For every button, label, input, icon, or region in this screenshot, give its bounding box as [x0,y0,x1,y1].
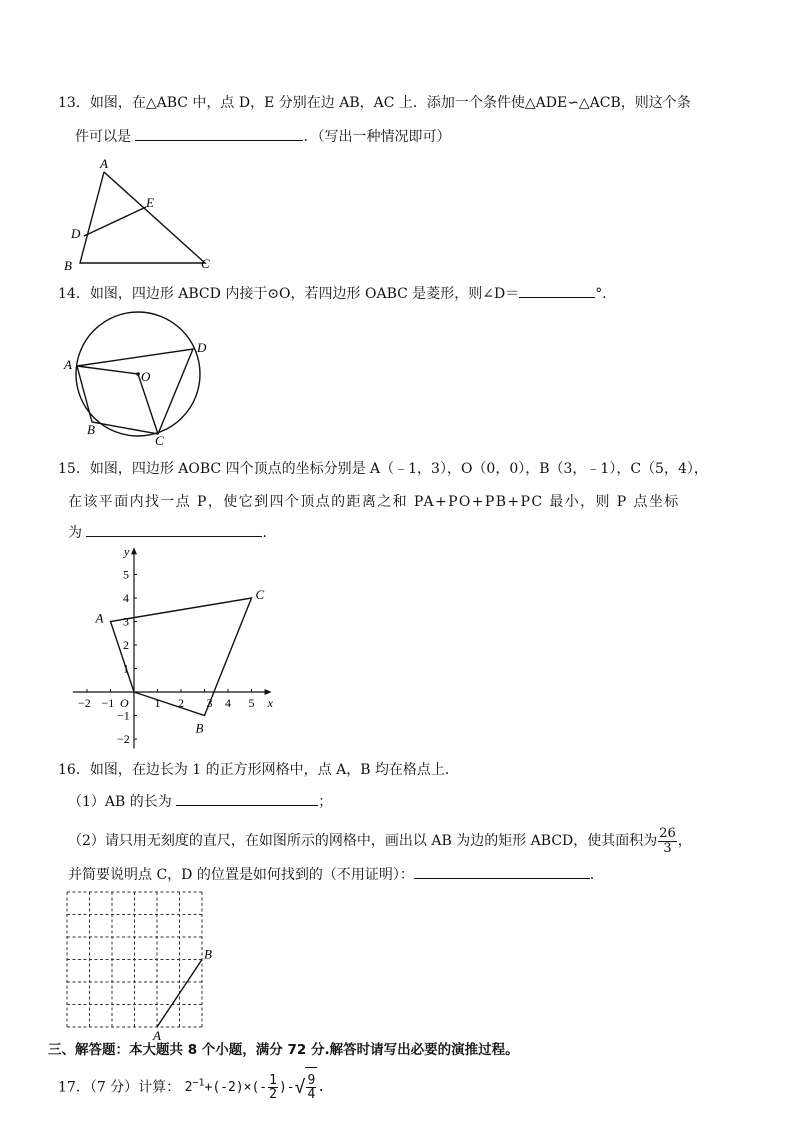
q16-part1-line [68,795,332,809]
q17-frac-num: 1 [269,1072,277,1088]
q14-label-a: A [64,357,72,372]
q13-answer-blank[interactable] [135,140,303,141]
y-tick-label-2: 2 [123,638,129,652]
q15-number: 15． [58,461,90,477]
q16-part2-comma: ， [677,833,692,849]
q17-exponent: −1 [192,1078,205,1089]
q15-answer-blank[interactable] [86,536,262,537]
q13-label-a: A [100,156,108,171]
q16-part3-suffix: ． [589,867,604,883]
q13-triangle-figure [60,155,220,275]
q14-line [58,287,616,301]
q14-label-c: C [155,433,164,448]
y-axis-label: y [124,544,130,559]
y-tick-label-1: 1 [123,661,129,676]
q15-text-line2: 在该平面内找一点 P，使它到四个顶点的距离之和 PA+PO+PB+PC 最小，则 P 点坐标 [68,494,680,510]
origin-label: O [120,696,129,710]
point-b-label: B [195,720,204,736]
q13-number: 13． [58,95,90,111]
q17-end: . [317,1080,326,1096]
q14-label-d: D [197,340,207,355]
x-tick-label-neg1: −1 [101,696,115,710]
x-tick-label-5: 5 [248,696,255,710]
q14-label-o: O [141,369,151,384]
q17-sqrt-den: 4 [307,1087,316,1103]
dashed-grid-lines [67,892,202,1027]
x-axis-arrow [265,689,272,695]
q13-text-line1: 如图，在△ABC 中，点 D，E 分别在边 AB，AC 上．添加一个条件使△ADE∽△ACB，则这个条 [89,95,691,111]
q16-number: 16． [58,762,90,778]
q15-text-line1: 如图，四边形 AOBC 四个顶点的坐标分别是 A（﹣1，3），O（0，0），B（3，﹣1），C（5，4）， [89,461,708,477]
q16-part3-line [68,868,604,882]
y-tick-label-5: 5 [123,567,129,582]
fraction-numerator: 26 [659,825,676,841]
section3-title: 三、解答题：本大题共 8 个小题，满分 72 分.解答时请写出必要的演推过程。 [48,1042,519,1058]
q16-part1-answer-blank[interactable] [176,805,318,806]
q14-answer-blank[interactable] [519,297,595,298]
q13-label-b: B [64,258,72,273]
q15-line3 [68,526,276,540]
q13-line2 [75,130,450,144]
q13-text-line2-suffix: ．（写出一种情况即可） [303,129,451,145]
q16-part3-text: 并简要说明点 C，D 的位置是如何找到的（不用证明）： [68,867,414,883]
q14-label-b: B [87,422,95,437]
q17-op1: +(-2)×(- [204,1080,268,1096]
q15-coordinate-graph [60,546,280,751]
x-tick-label-2: 2 [178,696,184,710]
q17-number: 17． [58,1079,90,1096]
x-tick-label-neg2: −2 [78,696,91,710]
q16-intro-line [58,763,459,777]
q15-text-line3-suffix: ． [262,525,277,541]
q13-label-d: D [71,226,81,241]
q17-prefix: （7 分）计算： [89,1079,181,1096]
q15-line2 [68,495,680,509]
y-tick-label-3: 3 [123,614,129,629]
point-a-label: A [95,610,104,626]
q17-frac-den: 2 [269,1087,277,1103]
q16-square-grid [62,888,222,1043]
q14-text: 如图，四边形 ABCD 内接于⊙O，若四边形 OABC 是菱形，则∠D＝ [89,286,520,302]
q14-number: 14． [58,286,90,302]
y-tick-label-neg1: −1 [117,708,130,723]
q16-part1-suffix: ； [318,794,333,810]
q14-circle-figure [62,310,212,450]
q17-op2: )- [278,1080,295,1096]
q13-line1 [58,96,691,110]
x-tick-label-1: 1 [154,696,161,710]
q17-line [58,1064,325,1108]
y-tick-label-4: 4 [123,591,129,605]
q13-text-line2: 件可以是 [75,129,131,145]
point-b-label: B [204,946,212,962]
y-tick-label-neg2: −2 [117,732,130,746]
q17-base: 2 [184,1080,193,1096]
fraction-denominator: 3 [663,840,672,856]
q15-text-line3: 为 [68,525,82,541]
q13-label-c: C [201,256,210,271]
q15-line1 [58,462,708,476]
point-c-label: C [255,587,265,602]
q17-sqrt: √ $\frac{9}{4}$ [295,1067,318,1108]
q16-intro: 如图，在边长为 1 的正方形网格中，点 A，B 均在格点上． [89,762,459,778]
q16-part2-answer-blank[interactable] [414,878,590,879]
y-axis-arrow [131,547,137,554]
area-fraction [658,827,677,855]
q17-sqrt-num: 9 [307,1072,316,1088]
q16-part2-line [68,822,692,860]
q17-expression [184,1072,326,1103]
q16-part1-text: （1）AB 的长为 [68,794,172,810]
q16-part2-text: （2）请只用无刻度的直尺，在如图所示的网格中，画出以 AB 为边的矩形 ABCD，使其面积为 [68,833,658,849]
q13-label-e: E [146,195,154,210]
x-tick-label-3: 3 [206,696,213,710]
q17-fraction [268,1074,278,1102]
q14-text-suffix: °． [595,286,617,302]
x-axis-label: x [267,696,273,710]
point-a-label: A [153,1028,161,1043]
x-tick-label-4: 4 [225,696,231,710]
